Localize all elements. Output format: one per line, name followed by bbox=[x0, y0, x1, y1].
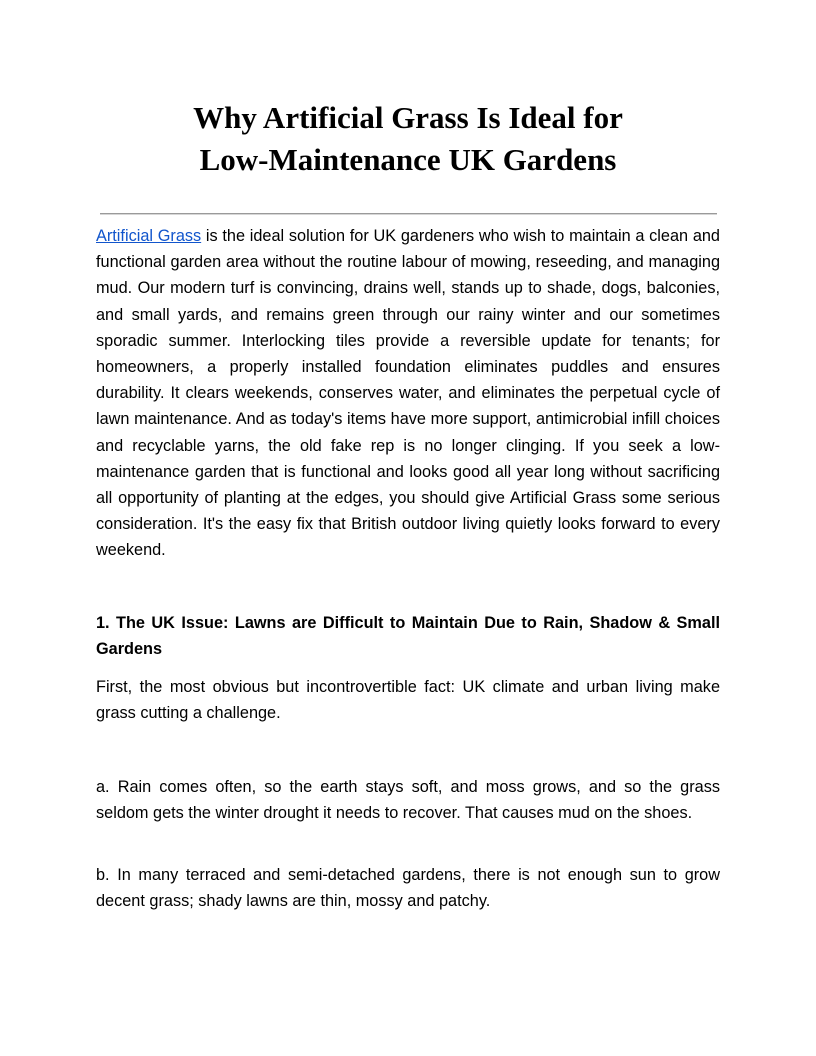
point-b-paragraph: b. In many terraced and semi-detached gardens, there is not enough sun to grow decent grass; shady lawns are thin, mossy and patchy. bbox=[96, 866, 720, 911]
intro-paragraph-text: is the ideal solution for UK gardeners who wish to maintain a clean and functional garden area without the routine labour of mowing, reseeding, and managing mud. Our modern turf is convincing, drains well, stands up to shade, dogs, balconies, and small yards, and remains green through our rainy winter and our sometimes sporadic summer. Interlocking tiles provide a reversible update for tenants; for homeowners, a properly installed foundation eliminates puddles and ensures durability. It clears weekends, conserves water, and eliminates the perpetual cycle of lawn maintenance. And as today's items have more support, antimicrobial infill choices and recyclable yarns, the old fake rep is no longer clinging. If you seek a low-maintenance garden that is functional and looks good all year long without sacrificing all opportunity of planting at the edges, you should give Artificial Grass some serious consideration. It's the easy fix that British outdoor living quietly looks forward to every weekend. bbox=[96, 227, 720, 560]
artificial-grass-link[interactable]: Artificial Grass bbox=[96, 227, 202, 245]
horizontal-divider bbox=[100, 213, 717, 215]
title-line-2: Low-Maintenance UK Gardens bbox=[199, 142, 617, 177]
section-1-intro-paragraph: First, the most obvious but incontrovertible fact: UK climate and urban living make grass cutting a challenge. bbox=[96, 678, 720, 723]
page-title bbox=[96, 97, 720, 181]
point-a-paragraph: a. Rain comes often, so the earth stays soft, and moss grows, and so the grass seldom gets the winter drought it needs to recover. That causes mud on the shoes. bbox=[96, 778, 720, 823]
title-line-1: Why Artificial Grass Is Ideal for bbox=[193, 100, 623, 135]
intro-paragraph bbox=[96, 223, 720, 564]
section-1-heading: 1. The UK Issue: Lawns are Difficult to Maintain Due to Rain, Shadow & Small Gardens bbox=[96, 614, 720, 659]
